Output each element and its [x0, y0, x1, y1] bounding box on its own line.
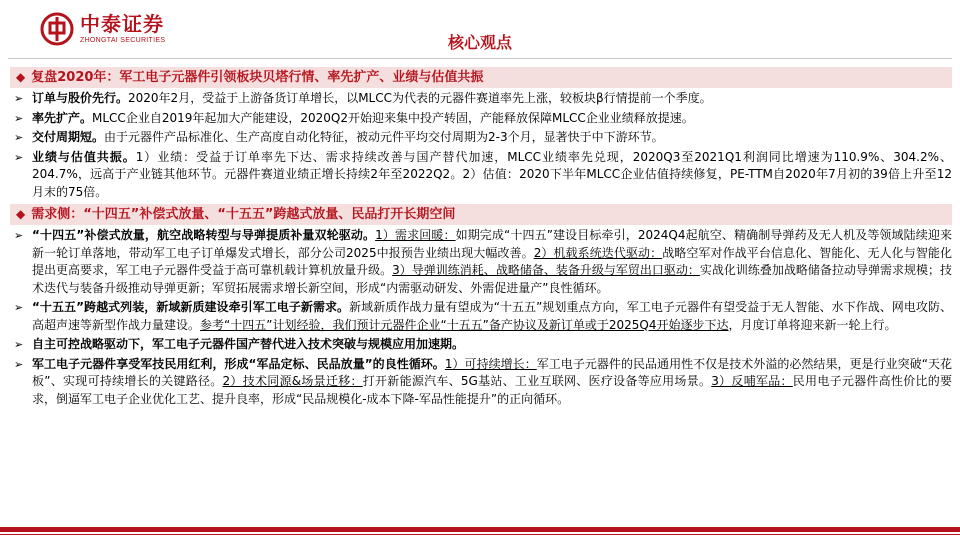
bullet-subheading: 3）导弹训练消耗、战略储备、装备升级与军贸出口驱动： [392, 263, 700, 277]
bullet-subheading: 1）可持续增长： [444, 356, 537, 371]
bullet-lead: 自主可控战略驱动下，军工电子元器件国产替代进入技术突破与规模应用加速期。 [32, 337, 465, 351]
header-divider [8, 58, 952, 59]
arrow-bullet-icon: ➢ [14, 92, 24, 105]
arrow-bullet-icon: ➢ [14, 338, 24, 351]
arrow-bullet-icon: ➢ [14, 111, 24, 125]
arrow-bullet-icon: ➢ [14, 150, 24, 164]
bullet-body: MLCC企业自2019年起加大产能建设，2020Q2开始迎来集中投产转固，产能释放保障MLCC企业业绩释放提速。 [92, 110, 694, 125]
bullet-text [32, 129, 952, 147]
bullet-body: 战略空军对作战平台信息化、智能化、无人化与智能化提出更高要求，军工电子元器件受益于高可靠机载计算机放量升级。 [32, 245, 952, 277]
logo-chinese-name: 中泰证券 [80, 12, 164, 36]
bullet-lead: “十五五”跨越式列装，新域新质建设牵引军工电子新需求。 [32, 300, 350, 314]
bullet-body: 民用电子元器件高性价比的要求，倒逼军工电子企业优化工艺、提升良率，形成“民品规模化-成本下降-军品性能提升”的正向循环。 [32, 374, 953, 406]
footer-line [0, 534, 960, 535]
arrow-bullet-icon: ➢ [14, 229, 24, 242]
bullet-body: ，月度订单将迎来新一轮上行。 [728, 317, 897, 332]
bullet-lead: 军工电子元器件享受军技民用红利，形成“军品定标、民品放量”的良性循环。 [32, 356, 445, 371]
section-heading [10, 67, 952, 88]
bullet-text [32, 336, 952, 354]
bullet-text [32, 90, 952, 108]
bullet-item [10, 149, 952, 202]
section-heading-text: 复盘2020年：军工电子元器件引领板块贝塔行情、率先扩产、业绩与估值共振 [31, 70, 484, 85]
slide-header [0, 0, 960, 64]
bullet-item [10, 90, 952, 108]
bullet-body: 由于元器件产品标准化、生产高度自动化特征，被动元件平均交付周期为2-3个月，显著快于中下游环节。 [104, 130, 664, 144]
page-title: 核心观点 [447, 33, 512, 52]
bullet-item [10, 356, 952, 409]
bullet-lead: 业绩与估值共振。 [32, 149, 136, 164]
bullet-lead: 率先扩产。 [32, 110, 93, 125]
bullet-item [10, 110, 952, 128]
bullet-body: 实战化训练叠加战略储备拉动导弹需求规模；技术迭代与装备升级推动导弹更新；军贸拓展需求增长新空间，形成“内需驱动研发、外需促进量产”良性循环。 [32, 263, 952, 295]
arrow-bullet-icon: ➢ [14, 357, 24, 371]
bullet-lead: “十四五”补偿式放量，航空战略转型与导弹提质补量双轮驱动。 [32, 228, 376, 242]
bullet-item [10, 129, 952, 147]
diamond-icon: ◆ [16, 207, 26, 221]
arrow-bullet-icon: ➢ [14, 131, 24, 144]
arrow-bullet-icon: ➢ [14, 301, 24, 314]
bullet-body: 新域新质作战力量有望成为“十五五”规划重点方向，军工电子元器件有望受益于无人智能、水下作战、网电攻防、高超声速等新型作战力量建设。 [32, 300, 952, 332]
bullet-text [32, 110, 952, 128]
bullet-text [32, 356, 952, 409]
bullet-text [32, 227, 952, 297]
bullet-body: 1）业绩：受益于订单率先下达、需求持续改善与国产替代加速，MLCC业绩率先兑现，2020Q3至2021Q1利润同比增速为110.9%、304.2%、204.7%，远高于产业链其他环节。元器件赛道业绩正增长持续2年至2022Q2。2）估值：2020下半年MLCC企业估值持续修复，PE-TTM自2020年7月初的39倍上升至12月末的75倍。 [32, 149, 952, 199]
bullet-body: 打开新能源汽车、5G基站、工业互联网、医疗设备等应用场景。 [362, 374, 712, 388]
bullet-subheading: 参考“十四五”计划经验，我们预计元器件企业“十五五”备产协议及新订单或于2025Q4开始逐步下达 [200, 317, 729, 332]
diamond-icon: ◆ [16, 70, 26, 84]
logo-english-name: ZHONGTAI SECURITIES [80, 37, 166, 44]
bullet-text [32, 299, 952, 334]
bullet-subheading: 2）机载系统迭代驱动： [533, 245, 663, 260]
bullet-item [10, 336, 952, 354]
section-heading-text: 需求侧：“十四五”补偿式放量、“十五五”跨越式放量、民品打开长期空间 [31, 207, 456, 222]
bullet-subheading: 3）反哺军品： [711, 374, 793, 388]
bullet-subheading: 2）技术同源&场景迁移： [222, 374, 363, 388]
bullet-item [10, 227, 952, 297]
bullet-body: 如期完成“十四五”建设目标牵引，2024Q4起航空、精确制导弹药及无人机及等领域陆续迎来新一轮订单落地，带动军工电子订单爆发式增长，部分公司2025中报预告业绩出现大幅改善。 [32, 228, 953, 260]
bullet-body: 2020年2月，受益于上游备货订单增长，以MLCC为代表的元器件赛道率先上涨，较板块β行情提前一个季度。 [128, 91, 712, 105]
footer-bar [0, 527, 960, 532]
bullet-text [32, 149, 952, 202]
section-heading [10, 204, 952, 225]
bullet-lead: 交付周期短。 [32, 130, 105, 144]
bullet-subheading: 1）需求回暖： [375, 228, 456, 242]
bullet-item [10, 299, 952, 334]
bullet-body: 军工电子元器件的民品通用性不仅是技术外溢的必然结果，更是行业突破“天花板”、实现可持续增长的关键路径。 [32, 356, 952, 388]
bullet-lead: 订单与股价先行。 [32, 91, 129, 105]
slide-content [10, 67, 952, 408]
